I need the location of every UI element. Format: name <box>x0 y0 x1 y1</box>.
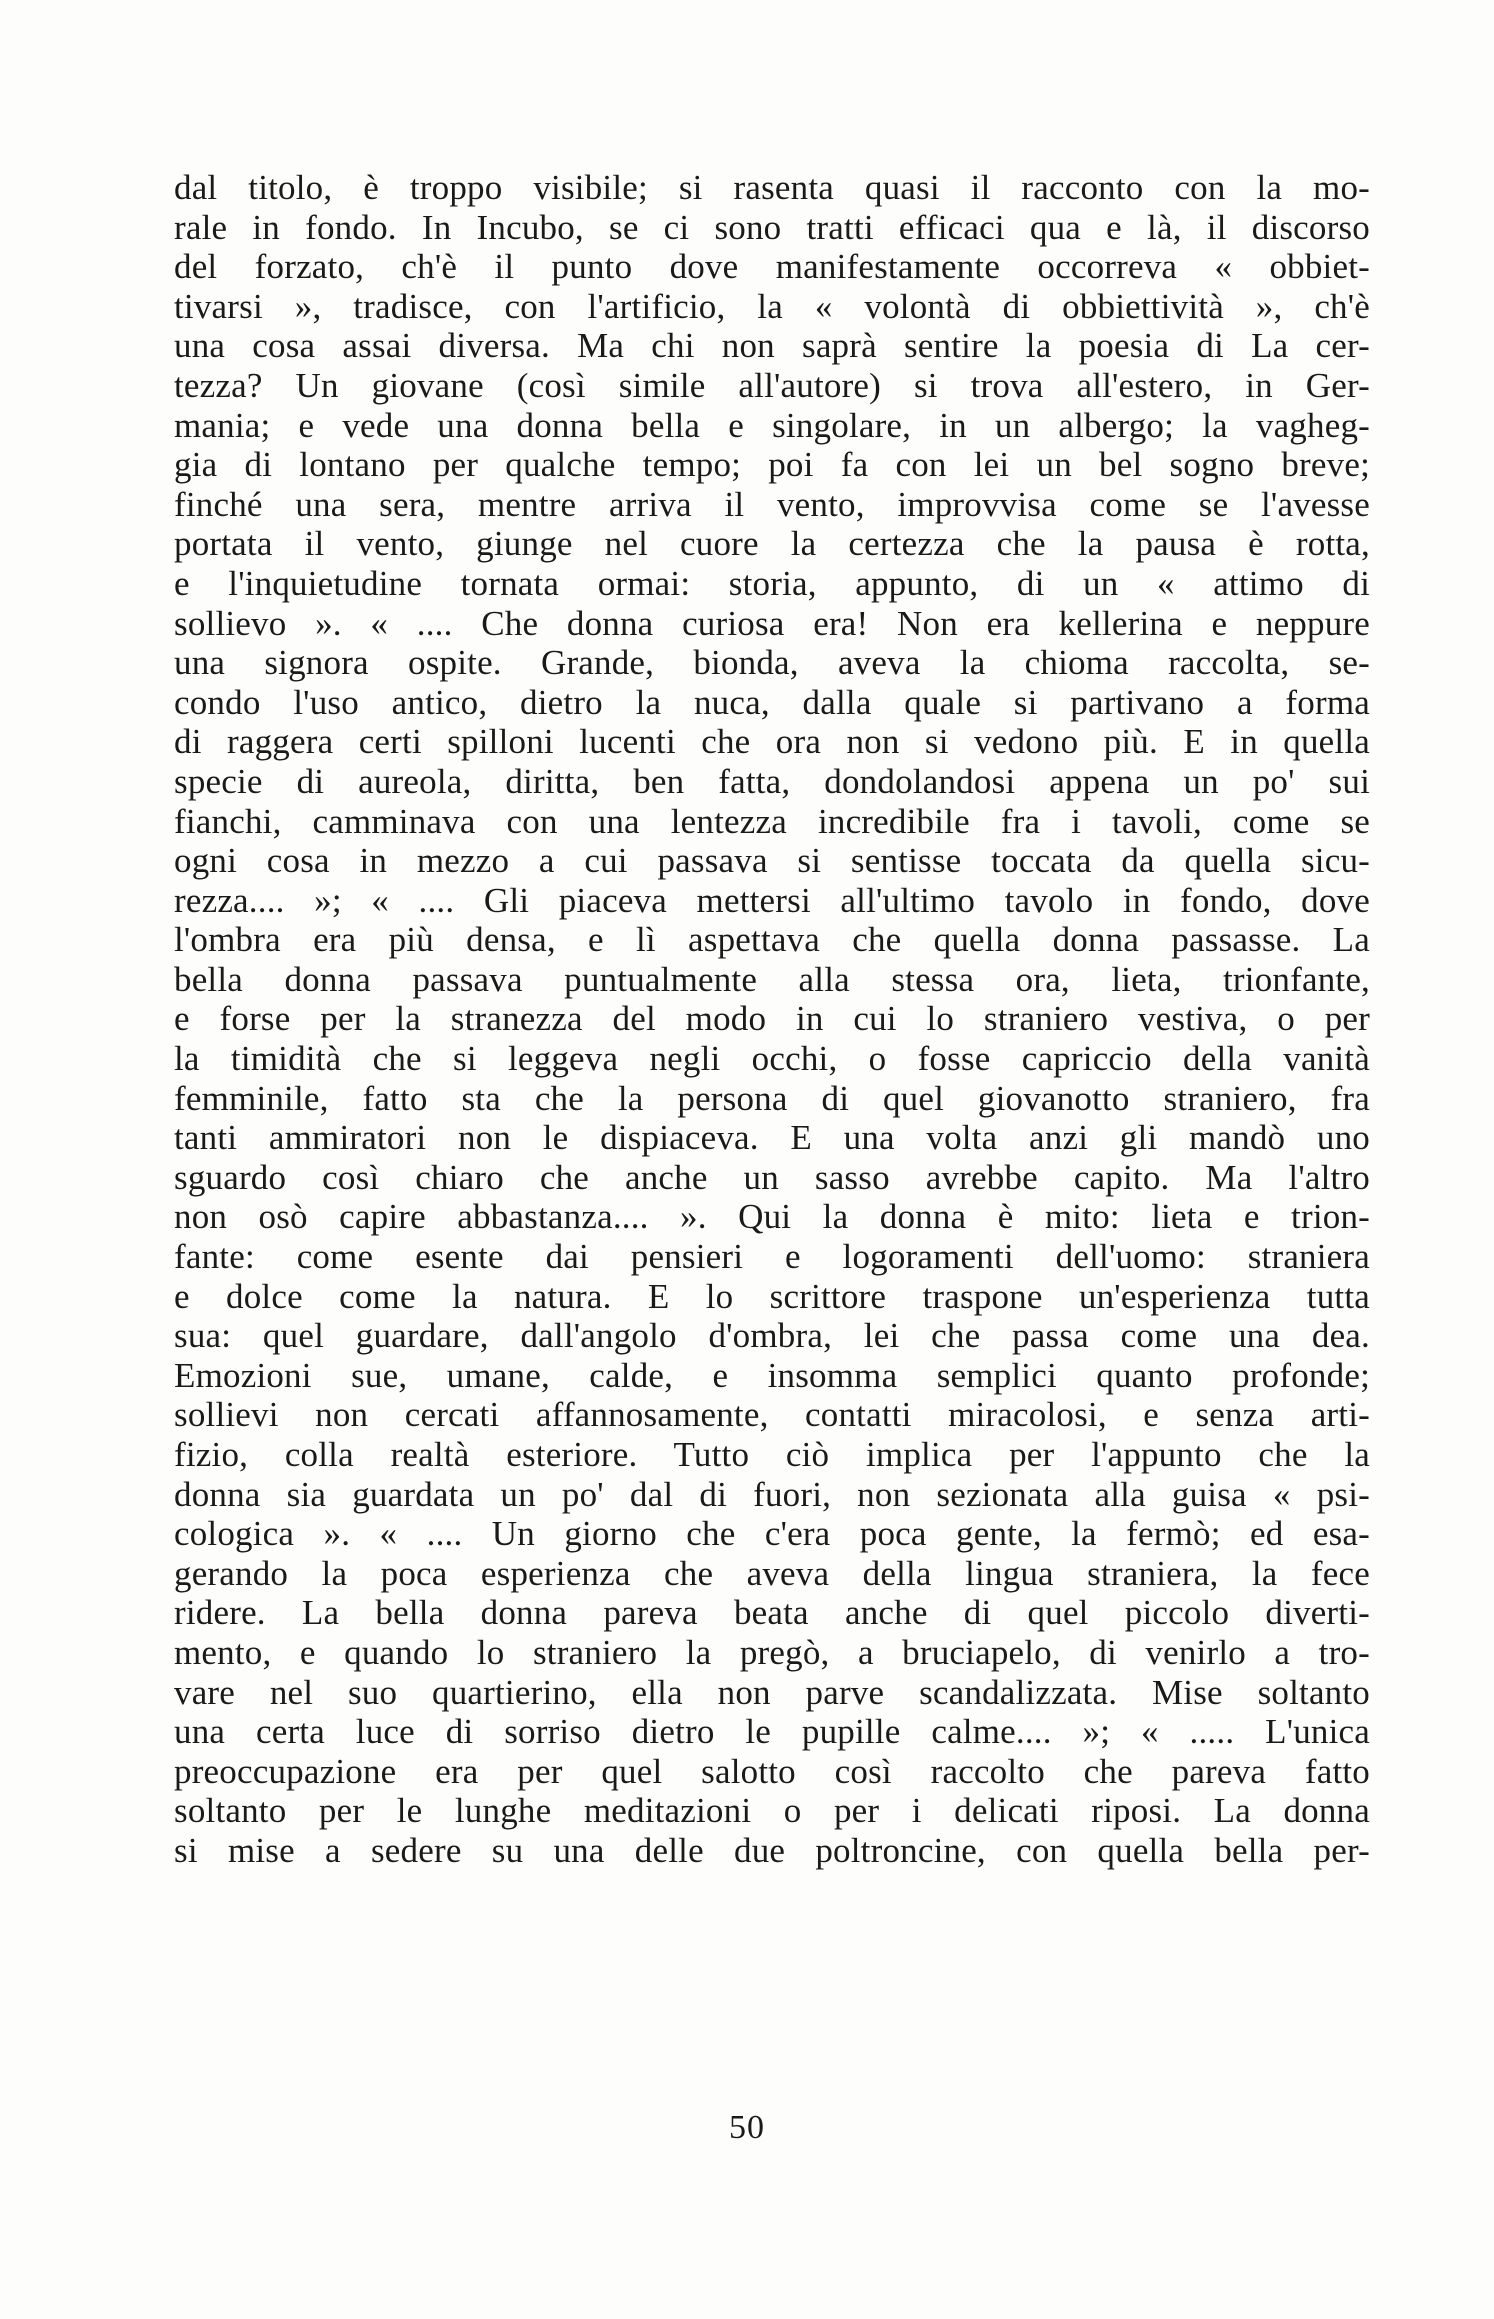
text-line: rale in fondo. In Incubo, se ci sono tratti efficaci qua e là, il discorso <box>174 207 1370 247</box>
text-line: gia di lontano per qualche tempo; poi fa con lei un bel sogno breve; <box>174 445 1370 485</box>
page-number: 50 <box>729 2109 765 2146</box>
text-line: mania; e vede una donna bella e singolare, in un albergo; la vagheg- <box>174 405 1370 445</box>
text-line: tivarsi », tradisce, con l'artificio, la « volontà di obbiettività », ch'è <box>174 286 1370 326</box>
text-line: cologica ». « .... Un giorno che c'era poca gente, la fermò; ed esa- <box>174 1514 1370 1554</box>
text-line: una certa luce di sorriso dietro le pupille calme.... »; « ..... L'unica <box>174 1712 1370 1752</box>
text-line: ogni cosa in mezzo a cui passava si sentisse toccata da quella sicu- <box>174 841 1370 881</box>
text-line: bella donna passava puntualmente alla stessa ora, lieta, trionfante, <box>174 959 1370 999</box>
text-line: una signora ospite. Grande, bionda, aveva la chioma raccolta, se- <box>174 643 1370 683</box>
text-line: e dolce come la natura. E lo scrittore traspone un'esperienza tutta <box>174 1276 1370 1316</box>
text-line: soltanto per le lunghe meditazioni o per i delicati riposi. La donna <box>174 1791 1370 1831</box>
text-line: sollievi non cercati affannosamente, contatti miracolosi, e senza arti- <box>174 1395 1370 1435</box>
text-line: Emozioni sue, umane, calde, e insomma semplici quanto profonde; <box>174 1355 1370 1395</box>
text-line: gerando la poca esperienza che aveva della lingua straniera, la fece <box>174 1553 1370 1593</box>
text-line: mento, e quando lo straniero la pregò, a bruciapelo, di venirlo a tro- <box>174 1632 1370 1672</box>
text-line: specie di aureola, diritta, ben fatta, dondolandosi appena un po' sui <box>174 761 1370 801</box>
text-line: e forse per la stranezza del modo in cui lo straniero vestiva, o per <box>174 999 1370 1039</box>
text-line: non osò capire abbastanza.... ». Qui la donna è mito: lieta e trion- <box>174 1197 1370 1237</box>
body-text <box>174 168 1370 1871</box>
text-line: tanti ammiratori non le dispiaceva. E una volta anzi gli mandò uno <box>174 1118 1370 1158</box>
text-line: preoccupazione era per quel salotto così raccolto che pareva fatto <box>174 1751 1370 1791</box>
text-line: rezza.... »; « .... Gli piaceva mettersi all'ultimo tavolo in fondo, dove <box>174 880 1370 920</box>
text-line: tezza? Un giovane (così simile all'autore) si trova all'estero, in Ger- <box>174 365 1370 405</box>
text-line: vare nel suo quartierino, ella non parve scandalizzata. Mise soltanto <box>174 1672 1370 1712</box>
text-line: femminile, fatto sta che la persona di quel giovanotto straniero, fra <box>174 1078 1370 1118</box>
text-line: sollievo ». « .... Che donna curiosa era! Non era kellerina e neppure <box>174 603 1370 643</box>
text-line: sua: quel guardare, dall'angolo d'ombra, lei che passa come una dea. <box>174 1316 1370 1356</box>
text-line: condo l'uso antico, dietro la nuca, dalla quale si partivano a forma <box>174 682 1370 722</box>
text-line: fante: come esente dai pensieri e logoramenti dell'uomo: straniera <box>174 1237 1370 1277</box>
text-line: donna sia guardata un po' dal di fuori, non sezionata alla guisa « psi- <box>174 1474 1370 1514</box>
text-line: la timidità che si leggeva negli occhi, o fosse capriccio della vanità <box>174 1039 1370 1079</box>
text-line: fianchi, camminava con una lentezza incredibile fra i tavoli, come se <box>174 801 1370 841</box>
text-line: di raggera certi spilloni lucenti che ora non si vedono più. E in quella <box>174 722 1370 762</box>
text-line: portata il vento, giunge nel cuore la certezza che la pausa è rotta, <box>174 524 1370 564</box>
text-line: si mise a sedere su una delle due poltroncine, con quella bella per- <box>174 1830 1370 1870</box>
text-line: l'ombra era più densa, e lì aspettava che quella donna passasse. La <box>174 920 1370 960</box>
text-line: fizio, colla realtà esteriore. Tutto ciò implica per l'appunto che la <box>174 1435 1370 1474</box>
text-line: e l'inquietudine tornata ormai: storia, appunto, di un « attimo di <box>174 563 1370 603</box>
text-line: dal titolo, è troppo visibile; si rasenta quasi il racconto con la mo- <box>174 168 1370 207</box>
text-line: del forzato, ch'è il punto dove manifestamente occorreva « obbiet- <box>174 247 1370 287</box>
text-line: una cosa assai diversa. Ma chi non saprà sentire la poesia di La cer- <box>174 326 1370 366</box>
text-line: sguardo così chiaro che anche un sasso avrebbe capito. Ma l'altro <box>174 1157 1370 1197</box>
text-line: finché una sera, mentre arriva il vento, improvvisa come se l'avesse <box>174 484 1370 524</box>
text-line: ridere. La bella donna pareva beata anche di quel piccolo diverti- <box>174 1593 1370 1633</box>
